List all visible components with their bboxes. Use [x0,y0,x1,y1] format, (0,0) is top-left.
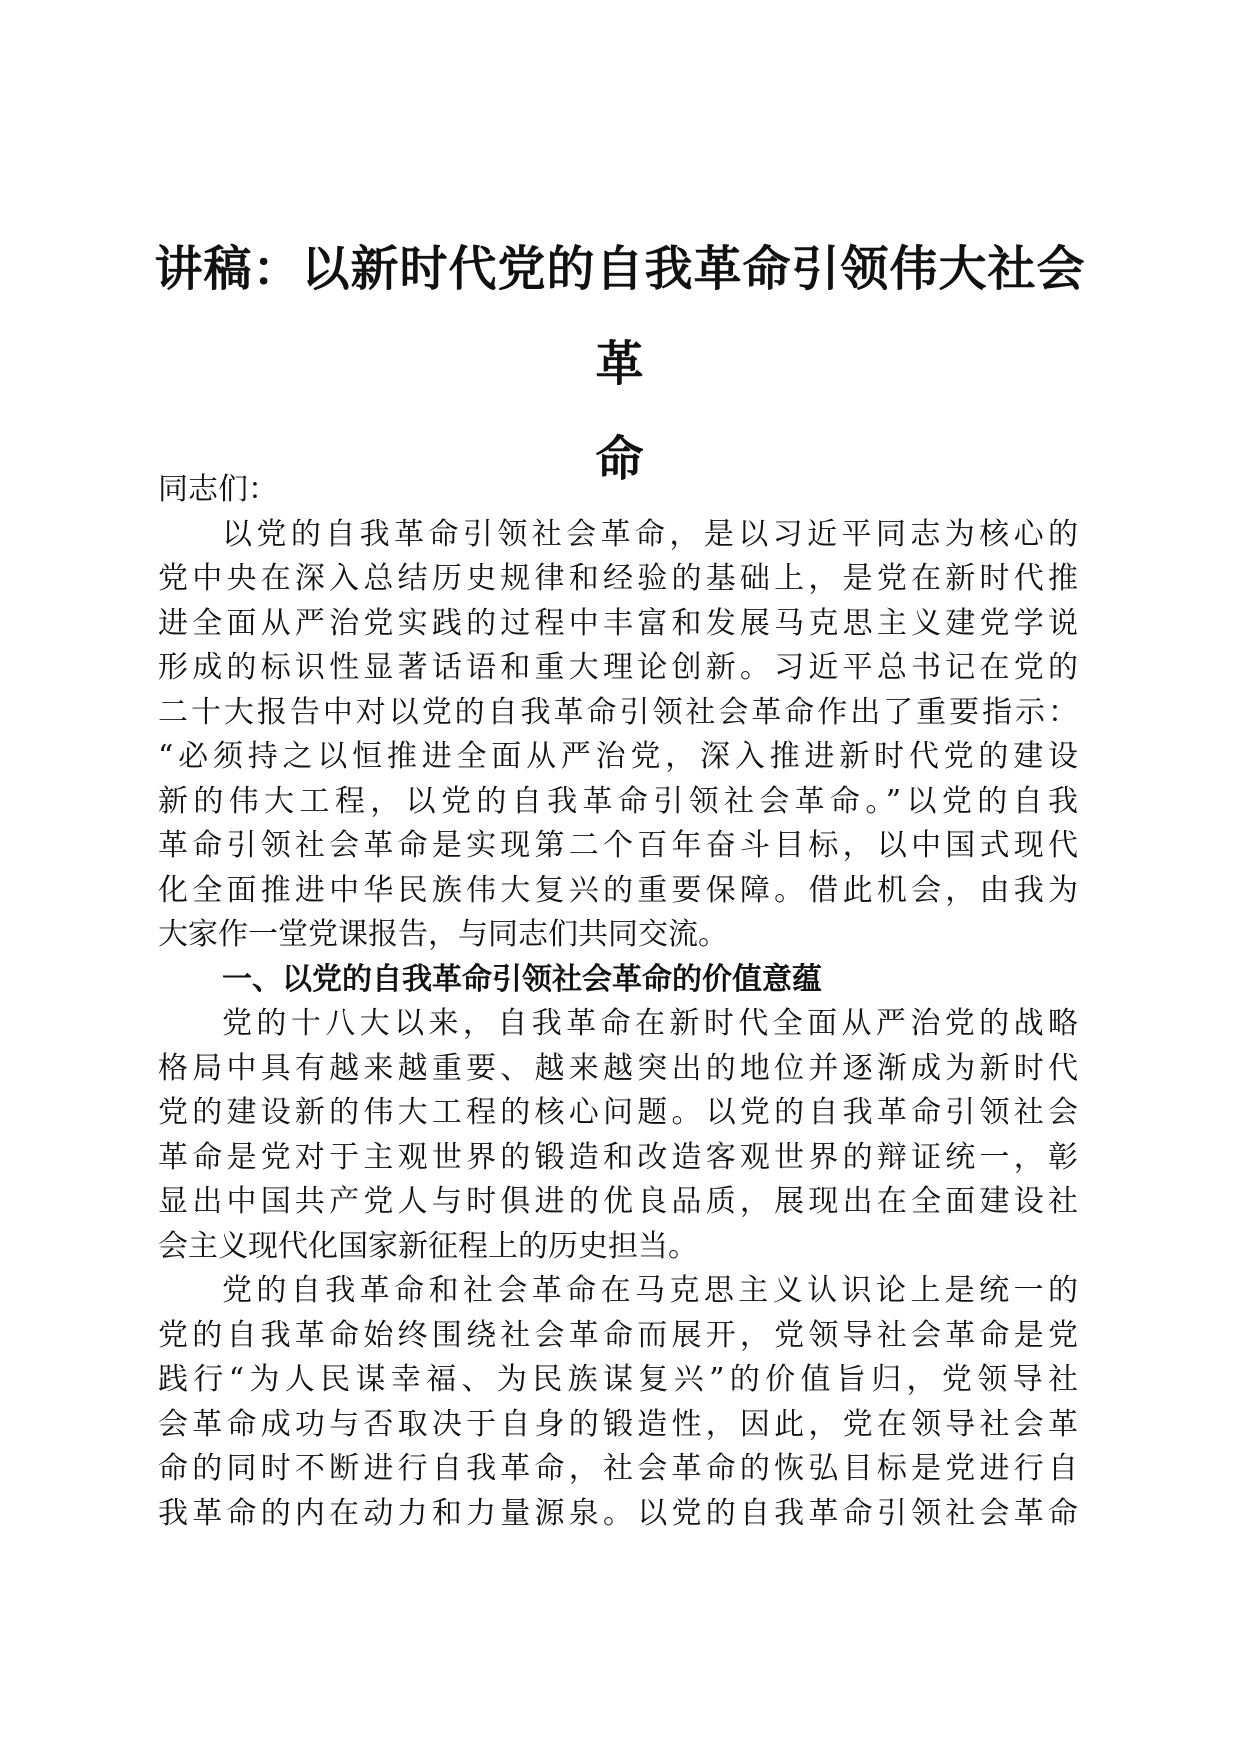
paragraph-line: 会主义现代化国家新征程上的历史担当。 [158,1228,698,1264]
paragraph-line: 化全面推进中华民族伟大复兴的重要保障。借此机会，由我为 [158,872,1078,908]
paragraph-line: 革命引领社会革命是实现第二个百年奋斗目标，以中国式现代 [158,828,1078,863]
paragraph-line: 格局中具有越来越重要、越来越突出的地位并逐渐成为新时代 [158,1050,1078,1086]
paragraph-section1-a [158,1002,1078,1269]
title-line-2: 命 [595,431,645,487]
paragraph-line: 革命是党对于主观世界的锻造和改造客观世界的辩证统一，彰 [158,1139,1078,1175]
document-title [150,222,1090,507]
paragraph-intro [158,513,1078,958]
salutation [158,468,1078,513]
paragraph-line: 大家作一堂党课报告，与同志们共同交流。 [158,917,728,952]
paragraph-line: 党中央在深入总结历史规律和经验的基础上，是党在新时代推 [158,561,1078,596]
salutation-text: 同志们： [158,472,278,507]
paragraph-line: 党的自我革命始终围绕社会革命而展开，党领导社会革命是党 [158,1317,1078,1353]
paragraph-line: “必须持之以恒推进全面从严治党，深入推进新时代党的建设 [158,739,1078,774]
paragraph-line: 以党的自我革命引领社会革命，是以习近平同志为核心的 [222,516,1078,552]
paragraph-line: 会革命成功与否取决于自身的锻造性，因此，党在领导社会革 [158,1406,1078,1442]
paragraph-line: 二十大报告中对以党的自我革命引领社会革命作出了重要指示： [158,694,1078,730]
section-heading [158,958,1078,1003]
paragraph-line: 命的同时不断进行自我革命，社会革命的恢弘目标是党进行自 [158,1451,1078,1486]
paragraph-line: 党的建设新的伟大工程的核心问题。以党的自我革命引领社会 [158,1095,1078,1130]
paragraph-section1-b [158,1269,1078,1536]
section-heading-text: 一、以党的自我革命引领社会革命的价值意蕴 [222,961,822,997]
paragraph-line: 进全面从严治党实践的过程中丰富和发展马克思主义建党学说 [158,605,1078,641]
paragraph-line: 践行“为人民谋幸福、为民族谋复兴”的价值旨归，党领导社 [158,1362,1078,1397]
paragraph-line: 党的自我革命和社会革命在马克思主义认识论上是统一的 [222,1273,1078,1308]
document-body [158,468,1078,1536]
paragraph-line: 显出中国共产党人与时俱进的优良品质，展现出在全面建设社 [158,1184,1078,1219]
paragraph-line: 我革命的内在动力和力量源泉。以党的自我革命引领社会革命 [158,1495,1078,1531]
title-line-1: 讲稿：以新时代党的自我革命引领伟大社会革 [154,241,1086,392]
paragraph-line: 党的十八大以来，自我革命在新时代全面从严治党的战略 [222,1006,1078,1041]
paragraph-line: 形成的标识性显著话语和重大理论创新。习近平总书记在党的 [158,650,1078,685]
paragraph-line: 新的伟大工程，以党的自我革命引领社会革命。”以党的自我 [158,783,1078,819]
